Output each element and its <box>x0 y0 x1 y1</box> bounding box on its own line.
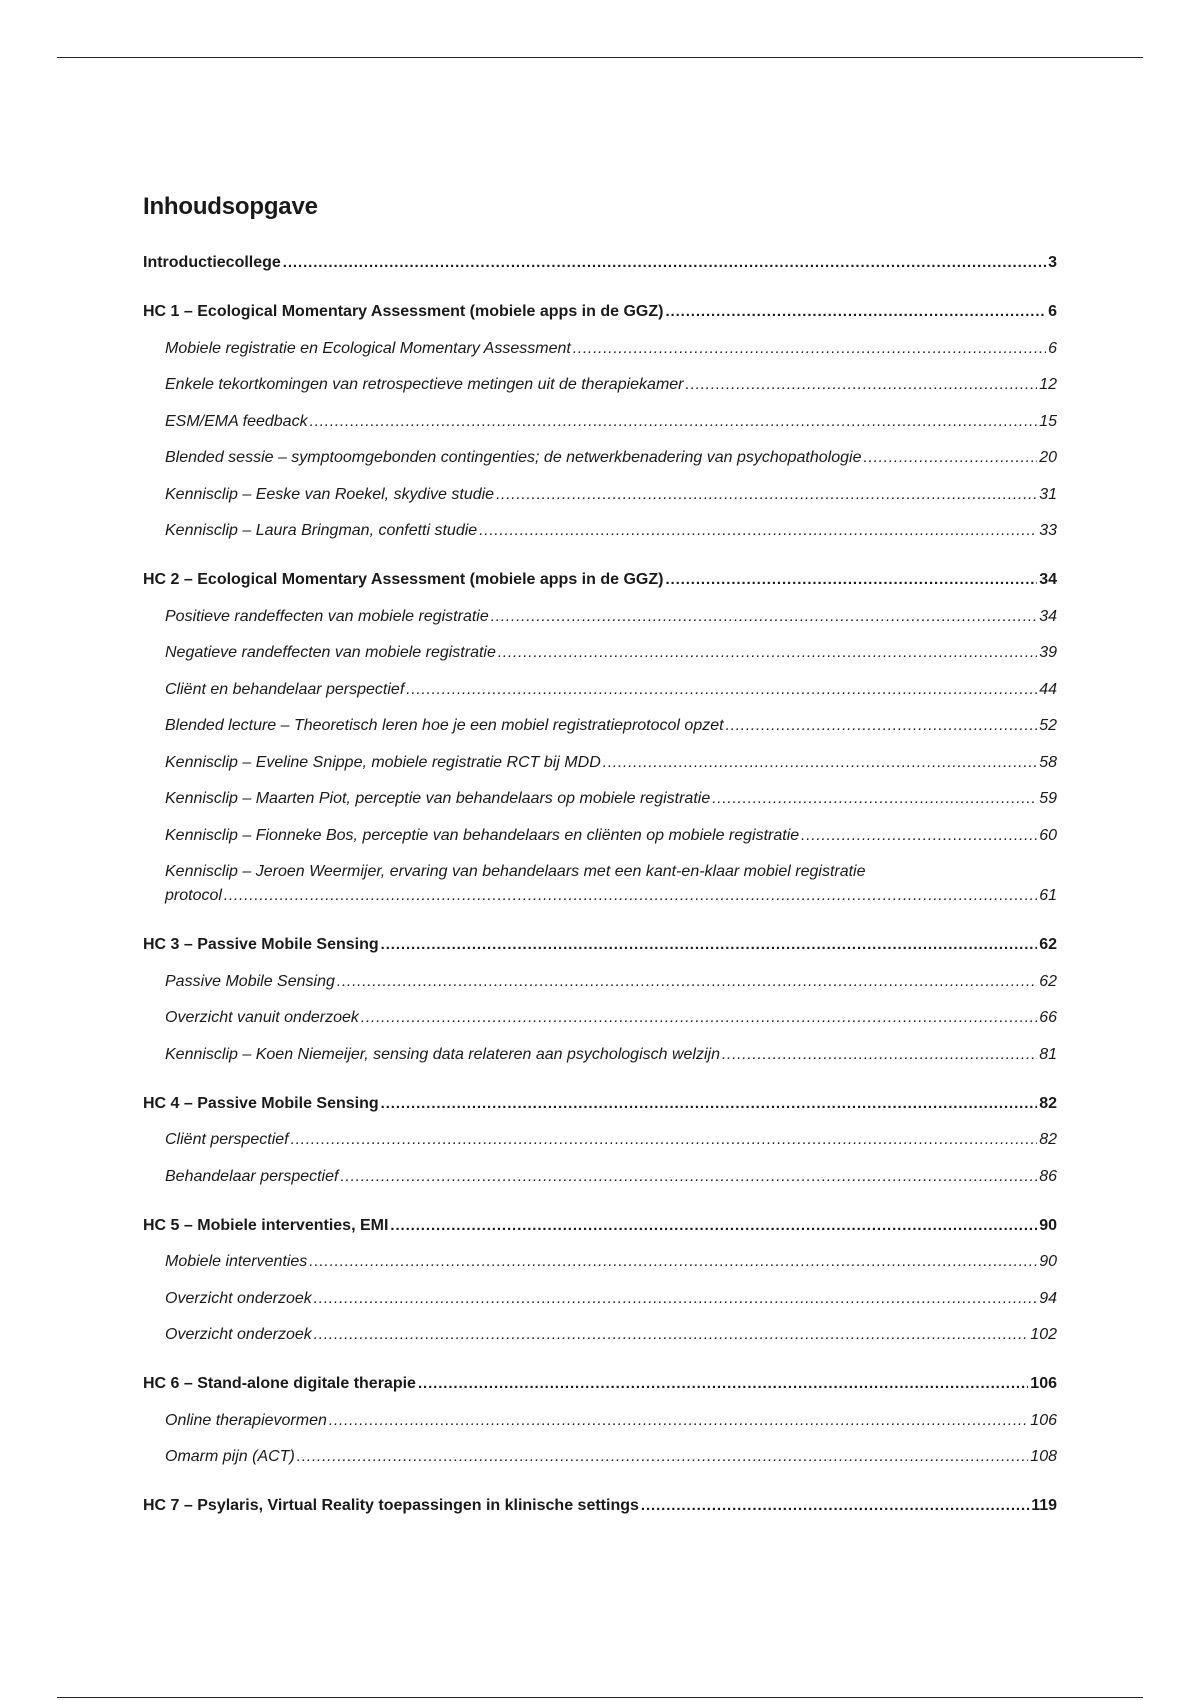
toc-subentry[interactable] <box>143 449 1057 475</box>
toc-entry-page: 62 <box>1039 936 1057 953</box>
toc-subentry-label: Mobiele interventies <box>165 1253 308 1270</box>
toc-subentry-page: 6 <box>1048 339 1057 357</box>
dot-leader <box>283 254 1046 271</box>
dot-leader <box>573 340 1046 357</box>
toc-subentry[interactable] <box>143 1290 1057 1316</box>
toc-subentry-label: ESM/EMA feedback <box>165 412 308 430</box>
toc-entry-hc4[interactable] <box>143 1095 1057 1121</box>
dot-leader <box>665 571 1037 588</box>
dot-leader <box>329 1412 1028 1429</box>
toc-subentry-page: 66 <box>1039 1009 1057 1026</box>
dot-leader <box>390 1217 1037 1234</box>
toc-subentry[interactable] <box>143 1448 1057 1474</box>
toc-subentry-label: Kennisclip – Maarten Piot, perceptie van behandelaars op mobiele registratie <box>165 790 711 807</box>
dot-leader <box>712 790 1037 807</box>
toc-subentry-page: 81 <box>1039 1045 1057 1063</box>
toc-subentry[interactable] <box>143 1326 1057 1352</box>
dot-leader <box>361 1009 1037 1026</box>
dot-leader <box>603 754 1037 771</box>
toc-subentry[interactable] <box>143 1168 1057 1194</box>
toc-subentry-label: Cliënt perspectief <box>165 1131 289 1148</box>
toc-entry-page: 82 <box>1039 1094 1057 1112</box>
toc-subentry-label: Online therapievormen <box>165 1411 327 1429</box>
toc-subentry-wrapped[interactable] <box>143 863 1057 913</box>
toc-entry-page: 3 <box>1048 254 1057 271</box>
dot-leader <box>337 973 1037 990</box>
dot-leader <box>340 1168 1037 1185</box>
toc-entry-label: HC 6 – Stand-alone digitale therapie <box>143 1375 416 1392</box>
toc-subentry[interactable] <box>143 522 1057 548</box>
toc-entry-label: HC 1 – Ecological Momentary Assessment (mobiele apps in de GGZ) <box>143 303 664 320</box>
toc-subentry[interactable] <box>143 340 1057 366</box>
dot-leader <box>498 644 1037 661</box>
dot-leader <box>310 413 1038 430</box>
toc-subentry-label: Omarm pijn (ACT) <box>165 1448 295 1465</box>
toc-subentry-page: 15 <box>1039 412 1057 430</box>
toc-subentry-label: Positieve randeffecten van mobiele registratie <box>165 607 489 625</box>
dot-leader <box>479 522 1037 539</box>
toc-subentry[interactable] <box>143 644 1057 670</box>
dot-leader <box>314 1326 1029 1343</box>
toc-subentry-label: Behandelaar perspectief <box>165 1167 339 1185</box>
toc-subentry-label: Kennisclip – Eeske van Roekel, skydive studie <box>165 485 495 503</box>
dot-leader <box>418 1375 1028 1392</box>
dot-leader <box>496 486 1037 503</box>
toc-subentry-label-line1: Kennisclip – Jeroen Weermijer, ervaring van behandelaars met een kant-en-klaar mobiel registratie <box>165 863 866 880</box>
toc-subentry-label-line2: protocol <box>165 887 222 904</box>
toc-subentry[interactable] <box>143 608 1057 634</box>
dot-leader <box>641 1497 1029 1514</box>
toc-entry-label: HC 5 – Mobiele interventies, EMI <box>143 1216 389 1234</box>
toc-subentry-label: Overzicht onderzoek <box>165 1289 312 1307</box>
toc-subentry-page: 58 <box>1039 753 1057 771</box>
toc-subentry-page: 20 <box>1039 449 1057 466</box>
toc-entry-page: 106 <box>1030 1375 1057 1392</box>
toc-entry-page: 6 <box>1048 303 1057 320</box>
toc-subentry-page: 108 <box>1030 1448 1057 1465</box>
toc-subentry[interactable] <box>143 681 1057 707</box>
toc-subentry[interactable] <box>143 1253 1057 1279</box>
toc-entry-label: HC 4 – Passive Mobile Sensing <box>143 1094 379 1112</box>
footer-rule <box>57 1697 1143 1698</box>
table-of-contents <box>143 254 1057 1523</box>
toc-subentry-label: Blended lecture – Theoretisch leren hoe je een mobiel registratieprotocol opzet <box>165 717 724 734</box>
dot-leader <box>224 887 1037 904</box>
toc-subentry[interactable] <box>143 1046 1057 1072</box>
toc-entry-hc7[interactable] <box>143 1497 1057 1523</box>
toc-subentry[interactable] <box>143 790 1057 816</box>
toc-subentry[interactable] <box>143 754 1057 780</box>
dot-leader <box>291 1131 1038 1148</box>
toc-entry-page: 119 <box>1031 1497 1057 1514</box>
dot-leader <box>726 717 1038 734</box>
dot-leader <box>665 303 1046 320</box>
toc-subentry-label: Enkele tekortkomingen van retrospectieve metingen uit de therapiekamer <box>165 376 684 393</box>
toc-subentry[interactable] <box>143 413 1057 439</box>
dot-leader <box>297 1448 1029 1465</box>
toc-subentry[interactable] <box>143 717 1057 743</box>
toc-subentry[interactable] <box>143 1009 1057 1035</box>
toc-subentry-label: Passive Mobile Sensing <box>165 972 335 990</box>
toc-subentry-page: 33 <box>1039 522 1057 539</box>
toc-entry-label: HC 2 – Ecological Momentary Assessment (mobiele apps in de GGZ) <box>143 571 664 588</box>
toc-subentry-page: 102 <box>1030 1326 1057 1343</box>
toc-entry-page: 34 <box>1039 571 1057 588</box>
toc-entry-hc5[interactable] <box>143 1217 1057 1243</box>
toc-subentry-label: Mobiele registratie en Ecological Momentary Assessment <box>165 339 571 357</box>
toc-entry-label: Introductiecollege <box>143 254 281 271</box>
toc-subentry-page: 31 <box>1039 485 1057 503</box>
toc-subentry[interactable] <box>143 1412 1057 1438</box>
toc-subentry[interactable] <box>143 973 1057 999</box>
toc-subentry-label: Kennisclip – Laura Bringman, confetti studie <box>165 522 478 539</box>
toc-subentry-page: 106 <box>1030 1411 1057 1429</box>
toc-title: Inhoudsopgave <box>143 193 318 220</box>
dot-leader <box>801 827 1037 844</box>
toc-subentry-label: Overzicht onderzoek <box>165 1326 312 1343</box>
toc-entry-page: 90 <box>1039 1216 1057 1234</box>
toc-subentry-page: 12 <box>1039 376 1057 393</box>
toc-subentry[interactable] <box>143 376 1057 402</box>
toc-subentry-page: 39 <box>1039 644 1057 661</box>
toc-subentry-page: 62 <box>1039 972 1057 990</box>
toc-entry-intro[interactable] <box>143 254 1057 280</box>
dot-leader <box>863 449 1037 466</box>
toc-subentry-page: 59 <box>1039 790 1057 807</box>
toc-subentry-page: 90 <box>1039 1253 1057 1270</box>
toc-subentry-label: Blended sessie – symptoomgebonden contingenties; de netwerkbenadering van psychopathologie <box>165 449 862 466</box>
toc-subentry-page: 94 <box>1039 1289 1057 1307</box>
toc-entry-label: HC 3 – Passive Mobile Sensing <box>143 936 379 953</box>
header-rule <box>57 57 1143 58</box>
toc-entry-label: HC 7 – Psylaris, Virtual Reality toepassingen in klinische settings <box>143 1497 639 1514</box>
toc-subentry[interactable] <box>143 486 1057 512</box>
dot-leader <box>686 376 1038 393</box>
toc-subentry-page: 44 <box>1039 680 1057 698</box>
toc-subentry-label: Kennisclip – Koen Niemeijer, sensing data relateren aan psychologisch welzijn <box>165 1045 720 1063</box>
toc-entry-hc2[interactable] <box>143 571 1057 597</box>
toc-subentry-page: 82 <box>1039 1131 1057 1148</box>
toc-subentry-page: 86 <box>1039 1167 1057 1185</box>
toc-subentry-page: 60 <box>1039 826 1057 844</box>
toc-entry-hc3[interactable] <box>143 936 1057 962</box>
toc-entry-hc1[interactable] <box>143 303 1057 329</box>
toc-subentry-page: 52 <box>1039 717 1057 734</box>
dot-leader <box>314 1290 1037 1307</box>
dot-leader <box>491 608 1037 625</box>
toc-subentry[interactable] <box>143 827 1057 853</box>
toc-subentry-label: Overzicht vanuit onderzoek <box>165 1009 359 1026</box>
toc-subentry[interactable] <box>143 1131 1057 1157</box>
toc-subentry-label: Kennisclip – Eveline Snippe, mobiele registratie RCT bij MDD <box>165 753 601 771</box>
toc-subentry-label: Kennisclip – Fionneke Bos, perceptie van behandelaars en cliënten op mobiele registratie <box>165 826 800 844</box>
toc-subentry-page: 61 <box>1039 887 1057 904</box>
dot-leader <box>722 1046 1037 1063</box>
dot-leader <box>381 1095 1038 1112</box>
toc-entry-hc6[interactable] <box>143 1375 1057 1401</box>
dot-leader <box>309 1253 1037 1270</box>
toc-subentry-label: Negatieve randeffecten van mobiele registratie <box>165 644 496 661</box>
toc-subentry-page: 34 <box>1039 607 1057 625</box>
dot-leader <box>406 681 1037 698</box>
toc-subentry-label: Cliënt en behandelaar perspectief <box>165 680 405 698</box>
dot-leader <box>381 936 1038 953</box>
